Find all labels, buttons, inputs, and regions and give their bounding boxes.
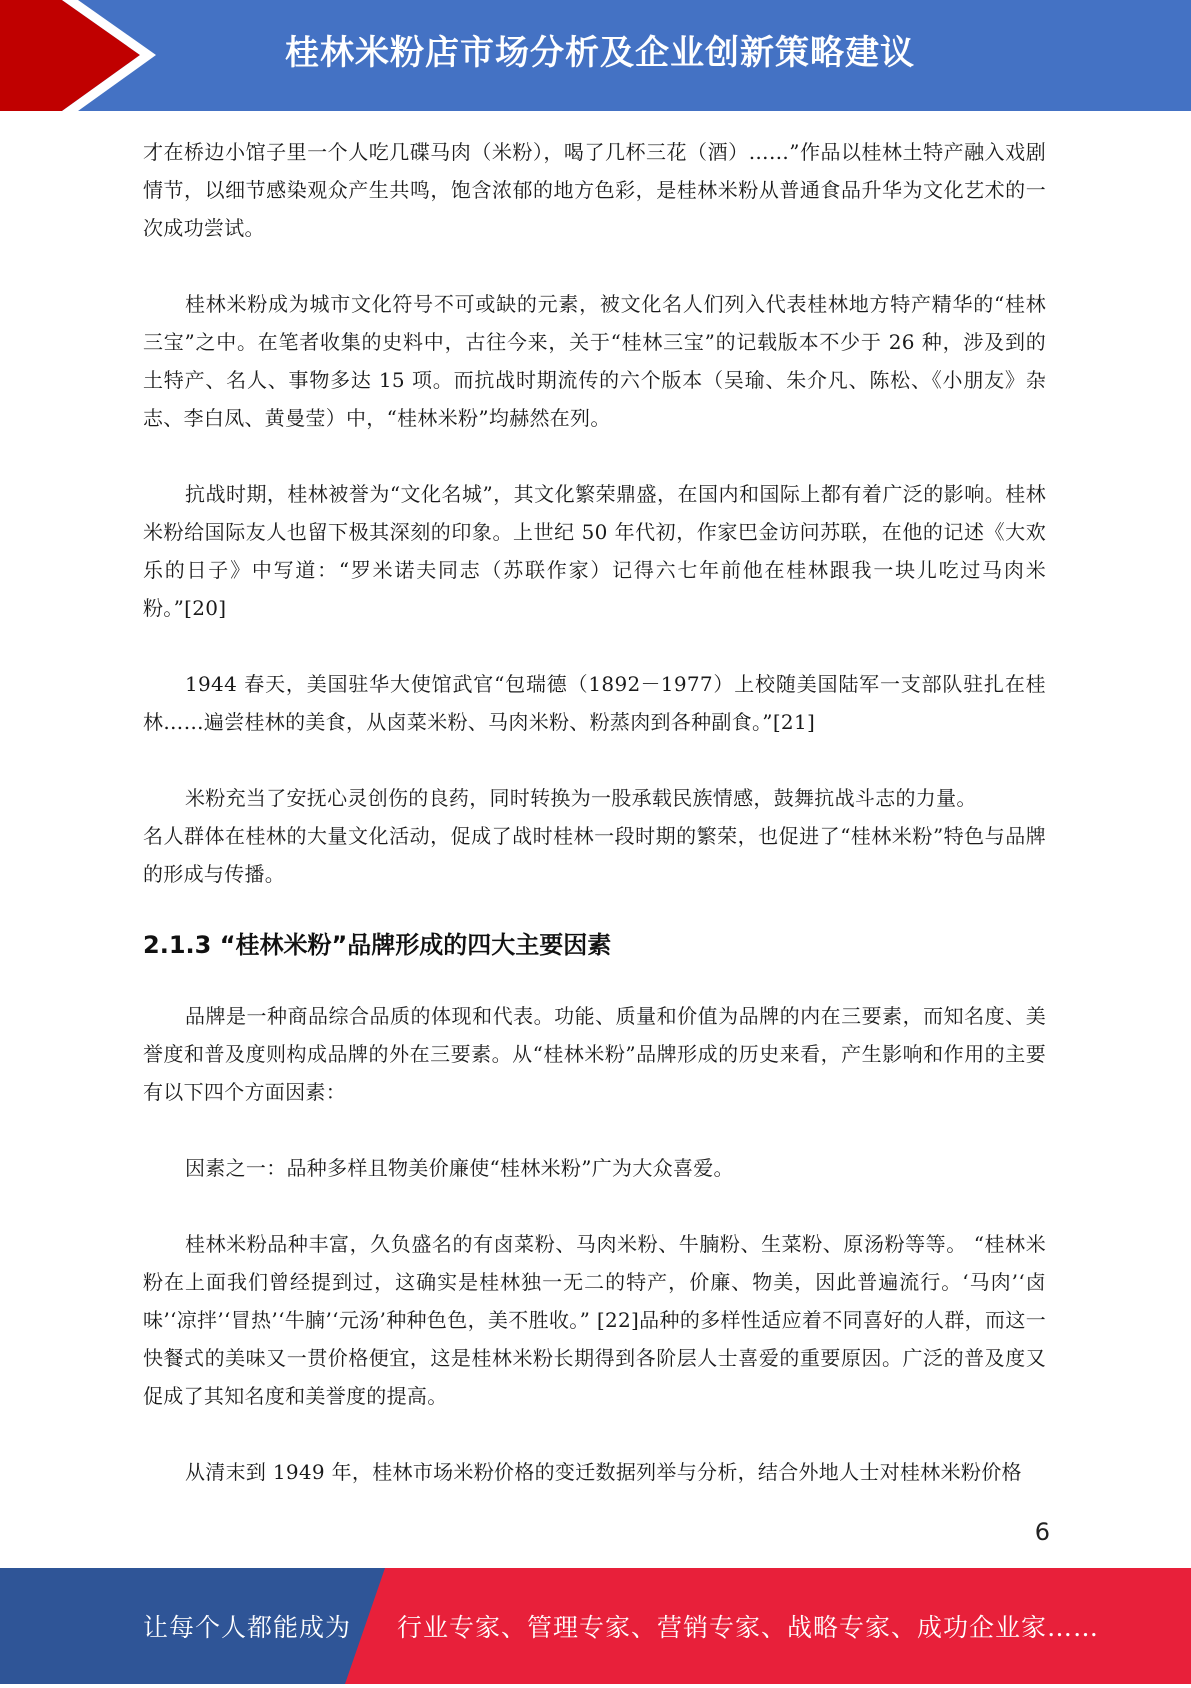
paragraph: 名人群体在桂林的大量文化活动，促成了战时桂林一段时期的繁荣，也促进了“桂林米粉”特色与品牌的形成与传播。	[143, 824, 1046, 886]
paragraph: 品牌是一种商品综合品质的体现和代表。功能、质量和价值为品牌的内在三要素，而知名度、美誉度和普及度则构成品牌的外在三要素。从“桂林米粉”品牌形成的历史来看，产生影响和作用的主要有以下四个方面因素：	[143, 1004, 1046, 1104]
paragraph: 桂林米粉成为城市文化符号不可或缺的元素，被文化名人们列入代表桂林地方特产精华的“桂林三宝”之中。在笔者收集的史料中，古往今来，关于“桂林三宝”的记载版本不少于 26 种，涉及到的土特产、名人、事物多达 15 项。而抗战时期流传的六个版本（吴瑜、朱介凡、陈松、《小朋友》杂志、李白凤、黄曼莹）中，“桂林米粉”均赫然在列。	[143, 292, 1046, 430]
paragraph: 1944 春天，美国驻华大使馆武官“包瑞德（1892－1977）上校随美国陆军一支部队驻扎在桂林……遍尝桂林的美食，从卤菜米粉、马肉米粉、粉蒸肉到各种副食。”[21]	[143, 672, 1046, 734]
page-number: 6	[1034, 1518, 1050, 1546]
page-header	[0, 0, 1191, 111]
footer-slogan-right: 行业专家、管理专家、营销专家、战略专家、成功企业家……	[397, 1613, 1100, 1642]
paragraph: 抗战时期，桂林被誉为“文化名城”，其文化繁荣鼎盛，在国内和国际上都有着广泛的影响。桂林米粉给国际友人也留下极其深刻的印象。上世纪 50 年代初，作家巴金访问苏联，在他的记述《大欢乐的日子》中写道：“罗米诺夫同志（苏联作家）记得六七年前他在桂林跟我一块儿吃过马肉米粉。”[20]	[143, 482, 1046, 620]
document-title: 桂林米粉店市场分析及企业创新策略建议	[285, 33, 915, 73]
paragraph: 从清末到 1949 年，桂林市场米粉价格的变迁数据列举与分析，结合外地人士对桂林米粉价格	[185, 1460, 1022, 1484]
paragraph: 桂林米粉品种丰富，久负盛名的有卤菜粉、马肉米粉、牛腩粉、生菜粉、原汤粉等等。 “桂林米粉在上面我们曾经提到过，这确实是桂林独一无二的特产，价廉、物美，因此普遍流行。‘马肉’‘卤味’‘凉拌’‘冒热’‘牛腩’‘元汤’种种色色，美不胜收。” [22]品种的多样性适应着不同喜好的人群，而这一快餐式的美味又一贯价格便宜，这是桂林米粉长期得到各阶层人士喜爱的重要原因。广泛的普及度又促成了其知名度和美誉度的提高。	[143, 1232, 1046, 1408]
page-footer	[0, 1568, 1191, 1684]
section-heading: 2.1.3 “桂林米粉”品牌形成的四大主要因素	[143, 931, 612, 959]
paragraph: 米粉充当了安抚心灵创伤的良药，同时转换为一股承载民族情感，鼓舞抗战斗志的力量。	[185, 786, 977, 810]
paragraph: 才在桥边小馆子里一个人吃几碟马肉（米粉），喝了几杯三花（酒）……”作品以桂林土特产融入戏剧情节，以细节感染观众产生共鸣，饱含浓郁的地方色彩，是桂林米粉从普通食品升华为文化艺术的一次成功尝试。	[143, 140, 1046, 240]
footer-slogan-left: 让每个人都能成为	[143, 1613, 352, 1642]
paragraph: 因素之一：品种多样且物美价廉使“桂林米粉”广为大众喜爱。	[185, 1156, 734, 1180]
document-body	[143, 133, 1046, 1491]
